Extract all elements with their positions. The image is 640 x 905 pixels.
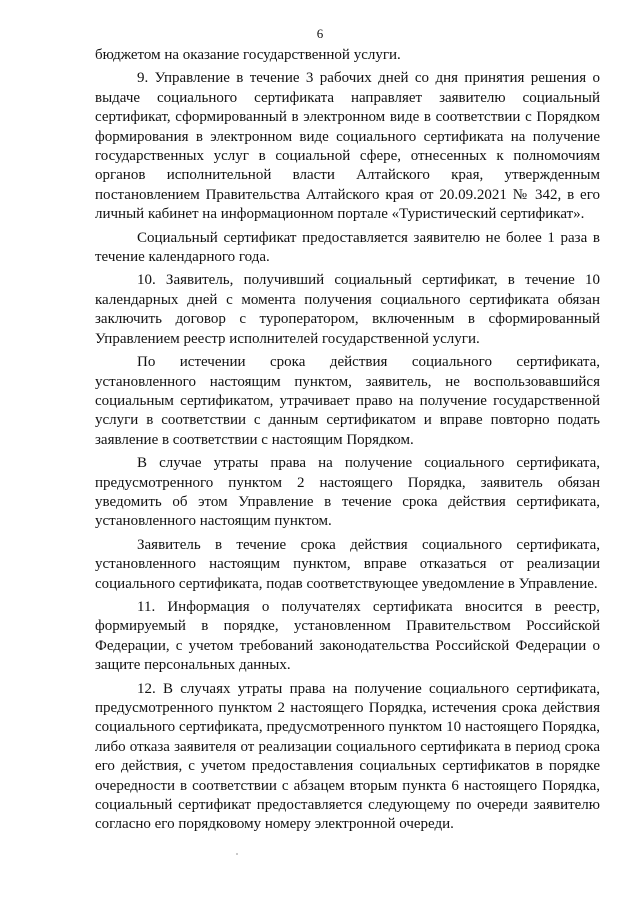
document-body — [95, 46, 600, 839]
paragraph-item-10: 10. Заявитель, получивший социальный сертификат, в течение 10 календарных дней с момента получения социального сертификата обязан заключить договор с туроператором, включенным в сформированный Управлением реестр исполнителей государственной услуги. — [95, 272, 600, 347]
paragraph-loss-of-right: В случае утраты права на получение социального сертификата, предусмотренного пунктом 2 настоящего Порядка, заявитель обязан уведомить об этом Управление в течение срока действия сертификата, установленного настоящим пунктом. — [95, 455, 600, 530]
page-number: 6 — [316, 26, 324, 41]
scan-artifact — [236, 853, 238, 855]
paragraph-item-11: 11. Информация о получателях сертификата вносится в реестр, формируемый в порядке, установленном Правительством Российской Федерации, с учетом требований законодательства Российской Федерации о защите персональных данных. — [95, 598, 600, 674]
paragraph-certificate-limit: Социальный сертификат предоставляется заявителю не более 1 раза в течение календарного года. — [95, 229, 600, 266]
paragraph-item-12: 12. В случаях утраты права на получение социального сертификата, предусмотренного пунктом 2 настоящего Порядка, истечения срока действия социального сертификата, предусмотренного пунктом 10 настоящего Порядка, либо отказа заявителя от реализации социального сертификата в период срока его действия, с учетом предоставления социальных сертификатов в порядке очередности в соответствии с абзацем вторым пункта 6 настоящего Порядка, социальный сертификат предоставляется следующему по очереди заявителю согласно его порядковому номеру электронной очереди. — [95, 680, 600, 833]
paragraph-refusal: Заявитель в течение срока действия социального сертификата, установленного настоящим пунктом, вправе отказаться от реализации социального сертификата, подав соответствующее уведомление в Управление. — [95, 536, 600, 592]
paragraph-expiry: По истечении срока действия социального сертификата, установленного настоящим пунктом, заявитель, не воспользовавшийся социальным сертификатом, утрачивает право на получение государственной услуги в соответствии с данным сертификатом и вправе повторно подать заявление в соответствии с настоящим Порядком. — [95, 354, 600, 448]
paragraph-continuation: бюджетом на оказание государственной услуги. — [95, 47, 401, 63]
paragraph-item-9: 9. Управление в течение 3 рабочих дней со дня принятия решения о выдаче социального сертификата направляет заявителю социальный сертификат, сформированный в электронном виде в соответствии с Порядком формирования в электронном виде социального сертификата на получение государственных услуг в социальной сфере, отнесенных к полномочиям органов исполнительной власти Алтайского края, утвержденным постановлением Правительства Алтайского края от 20.09.2021 № 342, в его личный кабинет на информационном портале «Туристический сертификат». — [95, 70, 600, 223]
